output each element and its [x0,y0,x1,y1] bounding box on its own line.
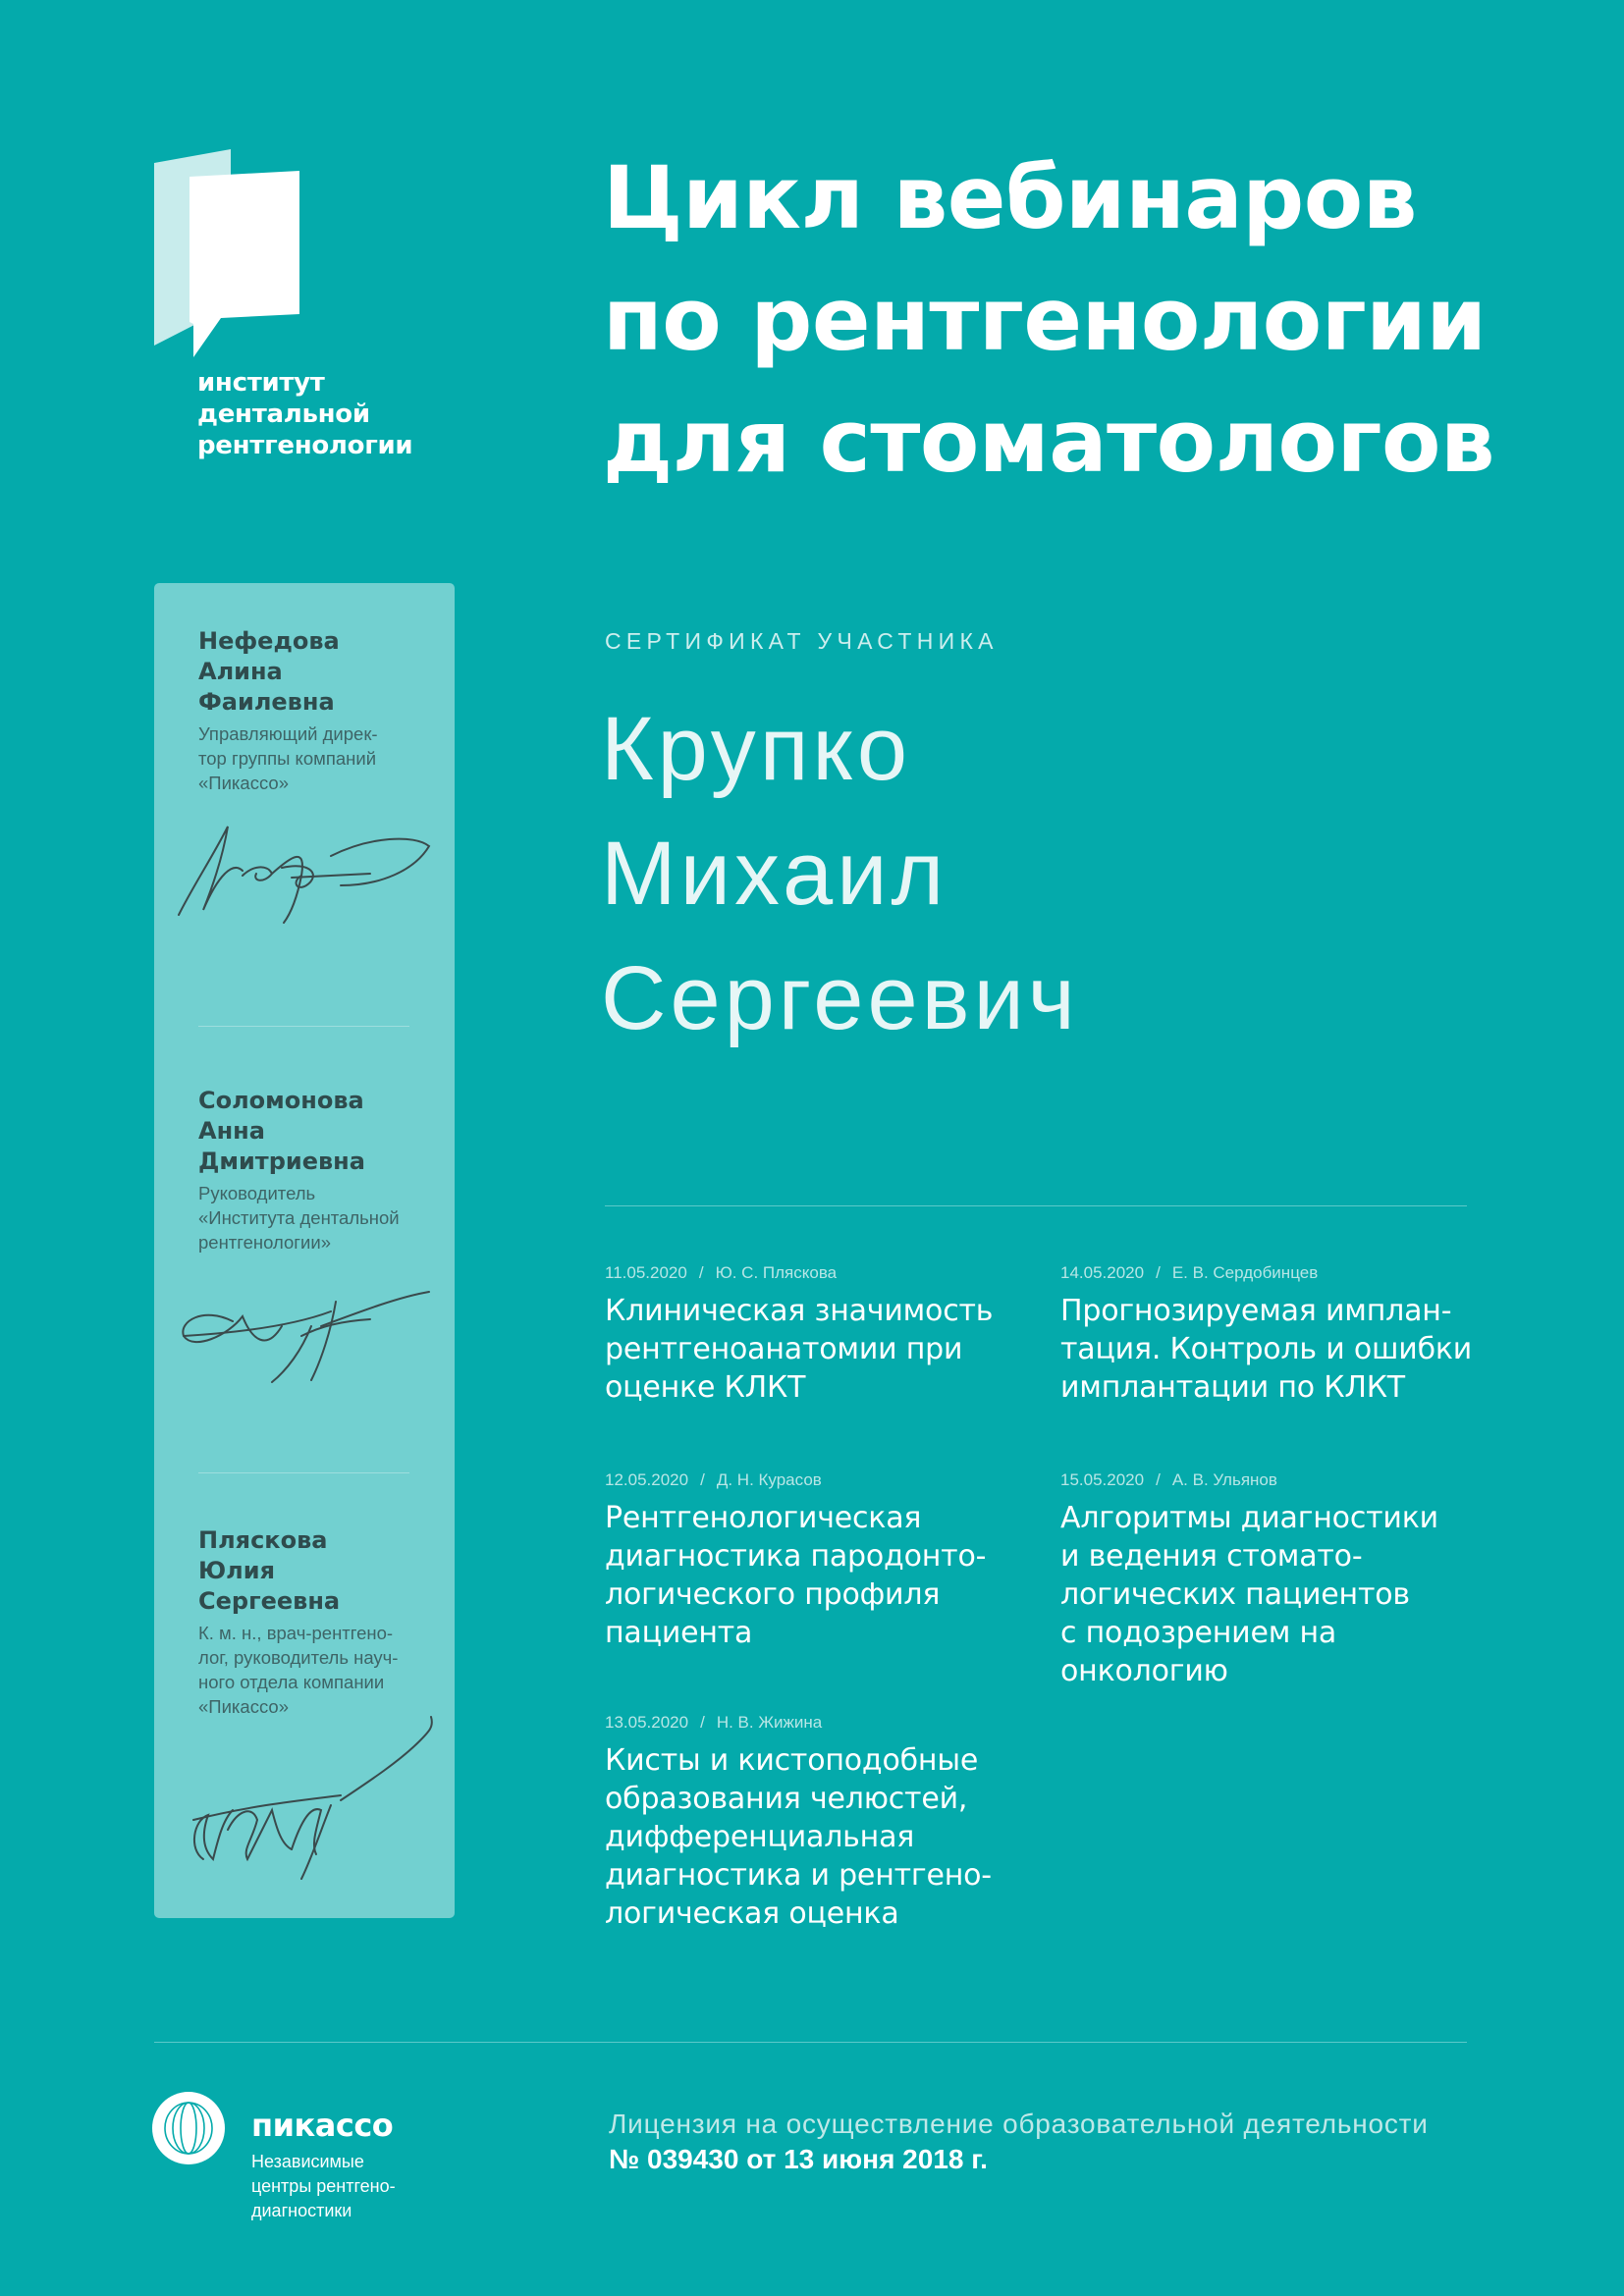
license-info [609,2107,1429,2177]
webinar-meta: 13.05.2020 / Н. В. Жижина [605,1713,823,1732]
signatory-divider [198,1026,409,1027]
webinar-speaker: Е. В. Сердобинцев [1171,1263,1319,1282]
title-line: по рентгенологии [603,269,1487,370]
signatory-name: Соломонова Анна Дмитриевна [198,1087,365,1175]
book-flag-icon [152,149,309,360]
picasso-globe-icon [149,2089,228,2167]
webinar-meta: 12.05.2020 / Д. Н. Курасов [605,1470,822,1489]
recipient-name [601,687,1079,1061]
signatory-divider [198,1472,409,1473]
webinar-title: Прогнозируемая имплан- тация. Контроль и ошибки имплантации по КЛКТ [1060,1294,1473,1405]
recipient-name-line: Сергеевич [601,948,1079,1048]
webinar-date: 13.05.2020 [605,1713,689,1732]
title-line: Цикл вебинаров [603,147,1417,248]
webinar-item [605,1262,1027,1407]
webinar-item [1060,1469,1483,1690]
title-line: для стоматологов [603,391,1495,492]
signatory-name: Пляскова Юлия Сергеевна [198,1526,341,1615]
signatory-role: К. м. н., врач-рентгено- лог, руководитель науч- ного отдела компании «Пикассо» [198,1623,399,1717]
signatory-nefedova [198,626,444,795]
webinar-date: 11.05.2020 [605,1263,687,1282]
signatory-name: Нефедова Алина Фаилевна [198,627,340,716]
signatory-role: Руководитель «Института дентальной рентгенологии» [198,1183,400,1253]
webinar-speaker: Н. В. Жижина [716,1713,823,1732]
webinar-title: Кисты и кистоподобные образования челюстей, дифференциальная диагностика и рентгено- логическая оценка [605,1743,992,1931]
webinar-date: 14.05.2020 [1060,1263,1145,1282]
institute-logo [152,149,447,473]
signatories-panel [154,583,455,1918]
license-number: № 039430 от 13 июня 2018 г. [609,2144,988,2174]
webinar-meta: 11.05.2020 / Ю. С. Пляскова [605,1263,838,1282]
recipient-name-line: Крупко [601,699,911,799]
webinar-date: 15.05.2020 [1060,1470,1145,1489]
webinar-speaker: А. В. Ульянов [1171,1470,1277,1489]
webinar-item [1060,1262,1483,1407]
signatory-plyaskova [198,1525,444,1719]
webinar-title: Алгоритмы диагностики и ведения стомато- логических пациентов с подозрением на онкологию [1060,1501,1438,1688]
webinar-speaker: Д. Н. Курасов [716,1470,822,1489]
certificate-label: СЕРТИФИКАТ УЧАСТНИКА [605,628,999,654]
webinar-title: Рентгенологическая диагностика пародонто- логического профиля пациента [605,1501,987,1650]
license-text: Лицензия на осуществление образовательной деятельности [609,2109,1429,2139]
webinar-item [605,1712,1027,1933]
signature-solomonova [174,1282,439,1390]
footer-divider [154,2042,1467,2043]
picasso-brand: пикассо [251,2107,394,2144]
signatory-solomonova [198,1086,444,1255]
webinar-date: 12.05.2020 [605,1470,689,1489]
section-divider [605,1205,1467,1206]
picasso-tagline: Независимые центры рентгено- диагностики [251,2152,396,2220]
webinar-speaker: Ю. С. Пляскова [715,1263,838,1282]
signature-nefedova [174,817,439,925]
recipient-name-line: Михаил [601,824,948,924]
institute-logo-text: институт дентальной рентгенологии [197,368,413,460]
signature-plyaskova [174,1712,439,1889]
webinar-title: Клиническая значимость рентгеноанатомии при оценке КЛКТ [605,1294,994,1405]
page-title [603,137,1585,503]
webinar-item [605,1469,1027,1652]
webinar-meta: 15.05.2020 / А. В. Ульянов [1060,1470,1277,1489]
webinar-meta: 14.05.2020 / Е. В. Сердобинцев [1060,1263,1319,1282]
signatory-role: Управляющий дирек- тор группы компаний «Пикассо» [198,723,378,793]
